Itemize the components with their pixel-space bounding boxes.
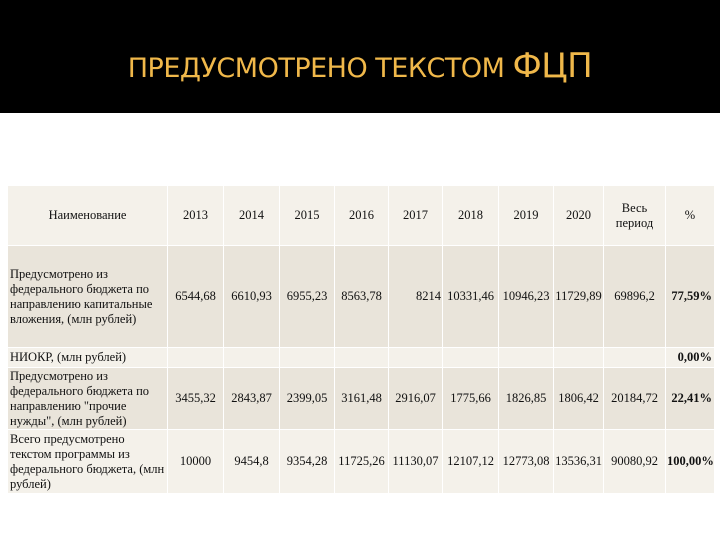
header-name: Наименование (8, 186, 168, 246)
header-2017: 2017 (389, 186, 443, 246)
table-cell: 3455,32 (168, 368, 224, 430)
table-cell: 6610,93 (224, 246, 280, 348)
table-cell: 11130,07 (389, 430, 443, 494)
table-cell: 10000 (168, 430, 224, 494)
header-percent: % (666, 186, 715, 246)
table-cell: 1775,66 (443, 368, 499, 430)
table-cell: 90080,92 (604, 430, 666, 494)
header-2018: 2018 (443, 186, 499, 246)
slide-title-abbr: ФЦП (512, 46, 593, 86)
table-cell: 6955,23 (280, 246, 335, 348)
row-name: НИОКР, (млн рублей) (8, 348, 168, 368)
table-row (8, 430, 715, 494)
slide-title (0, 44, 720, 91)
budget-table (8, 186, 715, 494)
header-2019: 2019 (499, 186, 554, 246)
table-cell: 3161,48 (335, 368, 389, 430)
table-cell: 9354,28 (280, 430, 335, 494)
header-2016: 2016 (335, 186, 389, 246)
table-cell (443, 348, 499, 368)
percent-cell: 22,41% (666, 368, 715, 430)
table-cell (499, 348, 554, 368)
header-2014: 2014 (224, 186, 280, 246)
slide-header (0, 0, 720, 113)
table-cell (224, 348, 280, 368)
table-cell: 13536,31 (554, 430, 604, 494)
percent-cell: 77,59% (666, 246, 715, 348)
table-cell: 20184,72 (604, 368, 666, 430)
row-name: Предусмотрено из федерального бюджета по направлению "прочие нужды", (млн рублей) (8, 368, 168, 430)
percent-cell: 0,00% (666, 348, 715, 368)
table-cell (335, 348, 389, 368)
slide-title-text: ПРЕДУСМОТРЕНО ТЕКСТОМ (127, 53, 505, 84)
table-cell: 12773,08 (499, 430, 554, 494)
table-cell (280, 348, 335, 368)
table-cell: 9454,8 (224, 430, 280, 494)
table-cell: 6544,68 (168, 246, 224, 348)
table-cell: 69896,2 (604, 246, 666, 348)
header-2015: 2015 (280, 186, 335, 246)
table-cell: 11729,89 (554, 246, 604, 348)
table-cell: 12107,12 (443, 430, 499, 494)
row-name: Предусмотрено из федерального бюджета по направлению капитальные вложения, (млн рублей) (8, 246, 168, 348)
table-cell: 11725,26 (335, 430, 389, 494)
table-cell: 10946,23 (499, 246, 554, 348)
percent-cell: 100,00% (666, 430, 715, 494)
table-cell (168, 348, 224, 368)
header-2013: 2013 (168, 186, 224, 246)
table-cell: 8563,78 (335, 246, 389, 348)
header-2020: 2020 (554, 186, 604, 246)
header-total-period: Весь период (604, 186, 666, 246)
table-header-row (8, 186, 715, 246)
table-cell: 2916,07 (389, 368, 443, 430)
table-cell (554, 348, 604, 368)
table-cell: 10331,46 (443, 246, 499, 348)
table-cell: 1806,42 (554, 368, 604, 430)
budget-table-container (8, 186, 715, 494)
table-row (8, 348, 715, 368)
table-cell: 1826,85 (499, 368, 554, 430)
table-cell: 2399,05 (280, 368, 335, 430)
table-cell: 8214 (389, 246, 443, 348)
table-cell (604, 348, 666, 368)
table-row (8, 246, 715, 348)
table-cell: 2843,87 (224, 368, 280, 430)
table-row (8, 368, 715, 430)
table-cell (389, 348, 443, 368)
row-name: Всего предусмотрено текстом программы из федерального бюджета, (млн рублей) (8, 430, 168, 494)
